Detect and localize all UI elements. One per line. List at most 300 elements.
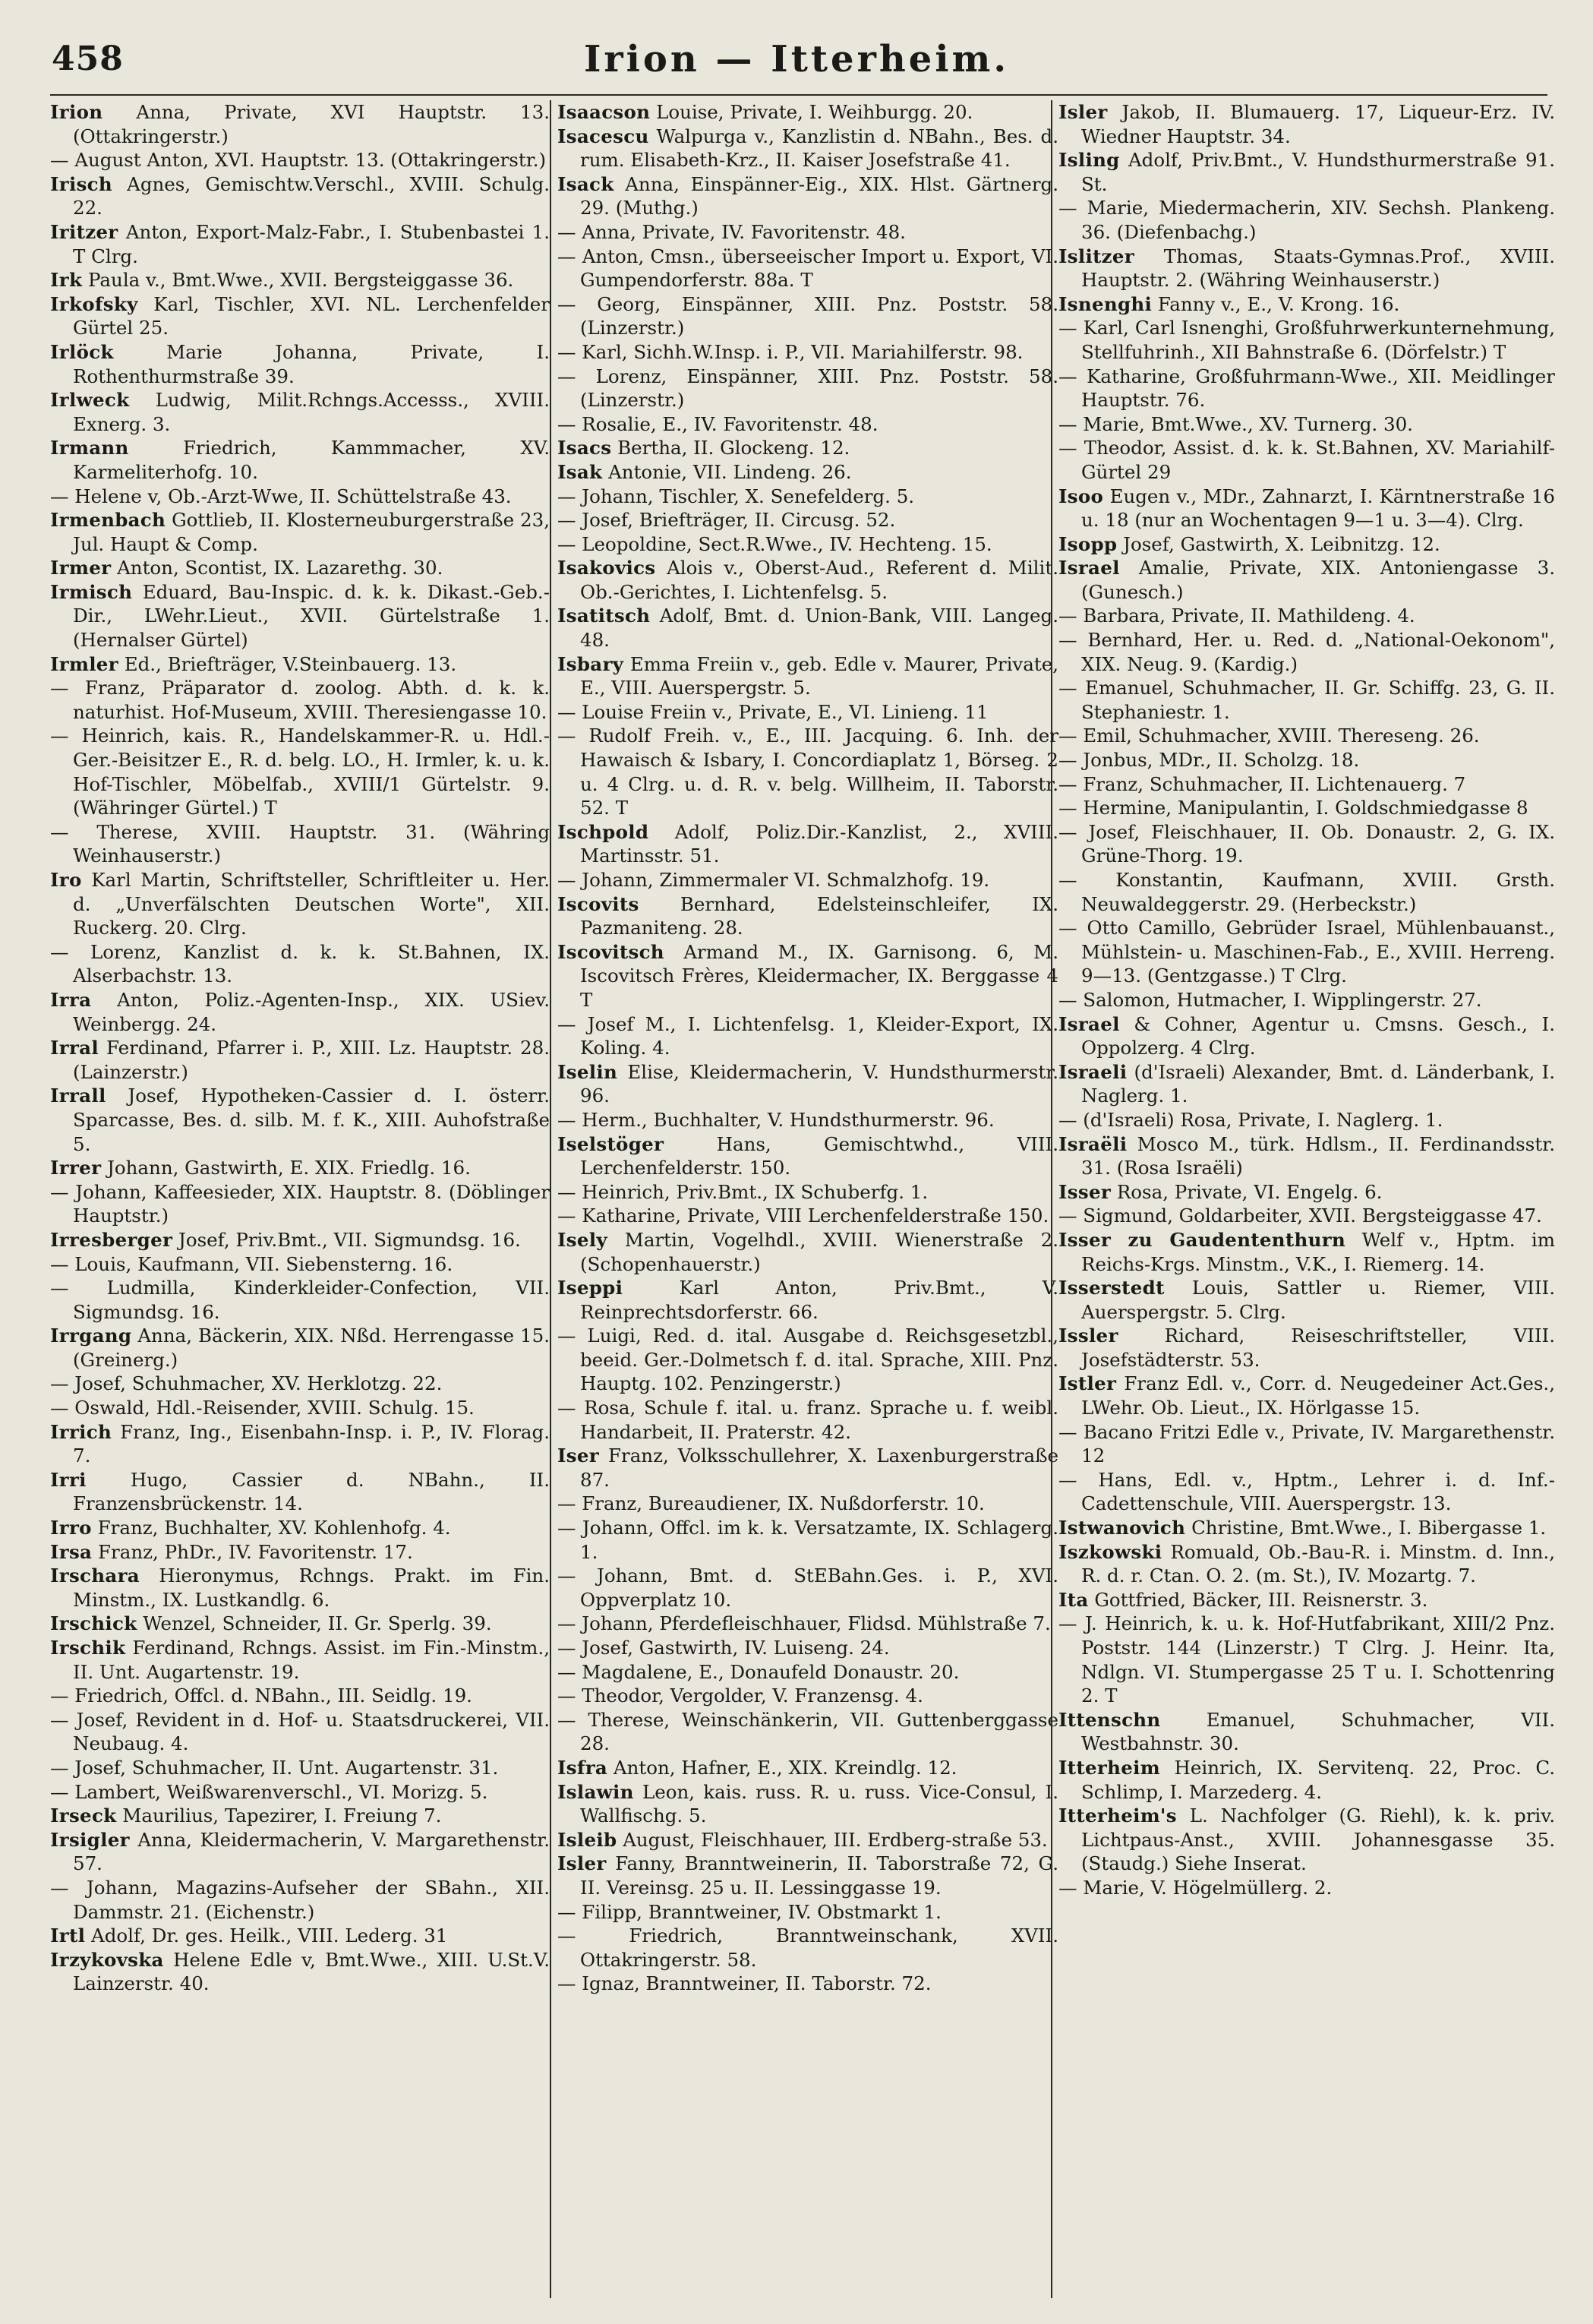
directory-entry — [1058, 1204, 1555, 1228]
entry-details: Amalie, Private, XIX. Antoniengasse 3. (Gunesch.) — [1081, 557, 1555, 603]
entry-details: — Anton, Cmsn., überseeischer Import u. Export, VI. Gumpendorferstr. 88a. T — [557, 245, 1058, 292]
entry-surname: Isnenghi — [1058, 292, 1153, 315]
entry-details: — Katharine, Großfuhrmann-Wwe., XII. Meidlinger Hauptstr. 76. — [1058, 365, 1555, 412]
entry-surname: Irsigler — [50, 1828, 130, 1851]
directory-entry — [1058, 988, 1555, 1012]
directory-entry — [1058, 1108, 1555, 1132]
entry-surname: Irmer — [50, 557, 112, 579]
entry-details: Ed., Briefträger, V.Steinbauerg. 13. — [124, 652, 457, 675]
entry-details: Helene Edle v, Bmt.Wwe., XIII. U.St.V. Lainzerstr. 40. — [73, 1948, 550, 1995]
directory-entry — [557, 1108, 1058, 1132]
directory-entry — [50, 1396, 550, 1420]
directory-entry — [557, 1276, 1058, 1324]
entry-details: — Louise Freiin v., Private, E., VI. Linieng. 11 — [557, 700, 989, 723]
entry-details: — Johann, Offcl. im k. k. Versatzamte, IX. Schlagerg. 1. — [557, 1517, 1058, 1563]
directory-entry — [557, 1492, 1058, 1516]
directory-entry — [557, 1708, 1058, 1756]
entry-details: — Johann, Bmt. d. StEBahn.Ges. i. P., XVI. Oppverplatz 10. — [557, 1565, 1058, 1611]
directory-entry — [1058, 1012, 1555, 1060]
entry-details: — Karl, Carl Isnenghi, Großfuhrwerkunternehmung, Stellfuhrinh., XII Bahnstraße 6. (Dörfelstr.) T — [1058, 317, 1555, 363]
directory-entry — [557, 412, 1058, 437]
entry-details: Franz, Ing., Eisenbahn-Insp. i. P., IV. Florag. 7. — [73, 1420, 550, 1467]
directory-entry — [50, 292, 550, 340]
directory-entry — [50, 1420, 550, 1468]
directory-entry — [557, 1060, 1058, 1108]
entry-details: Leon, kais. russ. R. u. russ. Vice-Consul, I. Wallfischg. 5. — [580, 1780, 1058, 1827]
directory-entry — [557, 700, 1058, 725]
entry-surname: Israeli — [1058, 1060, 1128, 1083]
entry-surname: Irschara — [50, 1565, 140, 1587]
entry-details: Emanuel, Schuhmacher, VII. Westbahnstr. 30. — [1081, 1708, 1555, 1755]
entry-surname: Irmisch — [50, 580, 133, 603]
entry-details: Karl Anton, Priv.Bmt., V. Reinprechtsdorferstr. 66. — [580, 1277, 1058, 1323]
entry-surname: Irrich — [50, 1420, 112, 1443]
directory-entry — [1058, 1540, 1555, 1588]
entry-surname: Iro — [50, 869, 82, 891]
entry-details: Richard, Reiseschriftsteller, VIII. Josefstädterstr. 53. — [1081, 1325, 1555, 1371]
entry-details: — Josef, Fleischhauer, II. Ob. Donaustr. 2, G. IX. Grüne-Thorg. 19. — [1058, 820, 1555, 867]
directory-entry — [1058, 532, 1555, 557]
entry-details: — Theodor, Vergolder, V. Franzensg. 4. — [557, 1685, 923, 1707]
entry-details: Christine, Bmt.Wwe., I. Bibergasse 1. — [1191, 1517, 1547, 1539]
entry-surname: Irzykovska — [50, 1948, 164, 1971]
directory-entry — [557, 485, 1058, 509]
entry-details: — Josef, Briefträger, II. Circusg. 52. — [557, 509, 896, 532]
entry-details: Ludwig, Milit.Rchngs.Accesss., XVIII. Exnerg. 3. — [73, 389, 550, 435]
entry-details: Hugo, Cassier d. NBahn., II. Franzensbrückenstr. 14. — [73, 1468, 550, 1515]
entry-details: — Theodor, Assist. d. k. k. St.Bahnen, XV. Mariahilf-Gürtel 29 — [1058, 437, 1555, 483]
entry-details: Rosa, Private, VI. Engelg. 6. — [1116, 1180, 1383, 1203]
entry-details: Anna, Kleidermacherin, V. Margarethenstr. 57. — [73, 1828, 550, 1875]
directory-entry — [557, 340, 1058, 365]
entry-details: — Marie, V. Högelmüllerg. 2. — [1058, 1876, 1333, 1899]
entry-surname: Isack — [557, 172, 614, 195]
entry-details: — (d'Israeli) Rosa, Private, I. Naglerg. 1. — [1058, 1108, 1443, 1131]
entry-surname: Iselstöger — [557, 1132, 664, 1155]
entry-surname: Iseppi — [557, 1277, 623, 1299]
entry-details: — Hans, Edl. v., Hptm., Lehrer i. d. Inf.-Cadettenschule, VIII. Auerspergstr. 13. — [1058, 1468, 1555, 1515]
directory-entry — [1058, 1804, 1555, 1876]
directory-entry — [1058, 796, 1555, 820]
entry-details: Mosco M., türk. Hdlsm., II. Ferdinandsstr. 31. (Rosa Israëli) — [1081, 1132, 1555, 1179]
directory-entry — [1058, 604, 1555, 628]
directory-entry — [1058, 1276, 1555, 1324]
directory-entry — [557, 1756, 1058, 1780]
entry-details: — Lambert, Weißwarenverschl., VI. Morizg. 5. — [50, 1780, 488, 1803]
directory-entry — [557, 892, 1058, 940]
entry-details: — Louis, Kaufmann, VII. Siebensterng. 16. — [50, 1252, 453, 1275]
directory-entry — [557, 172, 1058, 220]
directory-entry — [1058, 724, 1555, 748]
entry-surname: Irlweck — [50, 389, 130, 412]
directory-entry — [50, 820, 550, 868]
entry-surname: Isser — [1058, 1180, 1112, 1203]
entry-details: — Josef, Gastwirth, IV. Luiseng. 24. — [557, 1637, 890, 1659]
entry-surname: Irral — [50, 1037, 99, 1059]
directory-entry — [50, 1564, 550, 1612]
directory-entry — [557, 604, 1058, 652]
entry-surname: Isler — [557, 1852, 607, 1875]
directory-entry — [50, 1372, 550, 1396]
entry-details: — Anna, Private, IV. Favoritenstr. 48. — [557, 220, 906, 243]
directory-entry — [50, 1516, 550, 1540]
directory-entry — [557, 292, 1058, 340]
directory-entry — [1058, 1468, 1555, 1516]
directory-entry — [50, 1036, 550, 1084]
entry-surname: Isak — [557, 460, 603, 483]
entry-details: — Therese, XVIII. Hauptstr. 31. (Währing Weinhauserstr.) — [50, 820, 550, 867]
directory-entry — [50, 1708, 550, 1756]
entry-details: — Therese, Weinschänkerin, VII. Guttenberggasse 28. — [557, 1708, 1058, 1755]
entry-details: — Franz, Bureaudiener, IX. Nußdorferstr. 10. — [557, 1492, 985, 1515]
entry-details: — Barbara, Private, II. Mathildeng. 4. — [1058, 605, 1415, 627]
entry-details: Heinrich, IX. Servitenq. 22, Proc. C. Schlimp, I. Marzederg. 4. — [1081, 1756, 1555, 1803]
directory-entry — [50, 340, 550, 388]
directory-entry — [50, 988, 550, 1036]
directory-entry — [50, 1612, 550, 1636]
entry-details: Fanny v., E., V. Krong. 16. — [1157, 292, 1400, 315]
entry-surname: Irkofsky — [50, 292, 138, 315]
directory-entry — [557, 1228, 1058, 1276]
directory-entry — [50, 172, 550, 220]
entry-details: Louis, Sattler u. Riemer, VIII. Auerspergstr. 5. Clrg. — [1081, 1277, 1555, 1323]
directory-entry — [557, 1972, 1058, 1996]
entry-surname: Iser — [557, 1445, 599, 1467]
entry-details: — August Anton, XVI. Hauptstr. 13. (Ottakringerstr.) — [50, 149, 547, 172]
directory-entry — [1058, 245, 1555, 292]
entry-details: — Josef, Schuhmacher, II. Unt. Augartenstr. 31. — [50, 1756, 499, 1779]
entry-surname: Ittenschn — [1058, 1708, 1161, 1731]
entry-surname: Irra — [50, 988, 92, 1011]
entry-details: — Friedrich, Branntweinschank, XVII. Ottakringerstr. 58. — [557, 1925, 1058, 1971]
column-3 — [1051, 100, 1555, 2298]
directory-entry — [557, 1900, 1058, 1925]
entry-details: Marie Johanna, Private, I. Rothenthurmstraße 39. — [73, 340, 550, 387]
directory-entry — [557, 1636, 1058, 1660]
entry-details: Franz, Volksschullehrer, X. Laxenburgerstraße 87. — [580, 1445, 1058, 1491]
entry-surname: Isopp — [1058, 532, 1118, 555]
entry-details: Fanny, Branntweinerin, II. Taborstraße 72, G. II. Vereinsg. 25 u. II. Lessinggasse 19. — [580, 1852, 1058, 1899]
directory-entry — [557, 1564, 1058, 1612]
directory-entry — [50, 388, 550, 436]
entry-details: Walpurga v., Kanzlistin d. NBahn., Bes. d. rum. Elisabeth-Krz., II. Kaiser Josefstraße 41. — [580, 125, 1058, 172]
entry-details: — Lorenz, Kanzlist d. k. k. St.Bahnen, IX. Alserbachstr. 13. — [50, 940, 550, 987]
directory-entry — [50, 1780, 550, 1805]
directory-entry — [557, 868, 1058, 892]
directory-entry — [50, 724, 550, 819]
directory-entry — [50, 220, 550, 268]
entry-details: — Herm., Buchhalter, V. Hundsthurmerstr. 96. — [557, 1108, 995, 1131]
entry-details: — Helene v, Ob.-Arzt-Wwe, II. Schüttelstraße 43. — [50, 485, 512, 507]
entry-details: — Salomon, Hutmacher, I. Wipplingerstr. 27. — [1058, 988, 1482, 1011]
entry-details: — Emil, Schuhmacher, XVIII. Thereseng. 26. — [1058, 725, 1480, 747]
directory-entry — [1058, 485, 1555, 532]
entry-details: — Heinrich, Priv.Bmt., IX Schuberfg. 1. — [557, 1180, 929, 1203]
directory-entry — [557, 532, 1058, 557]
directory-entry — [50, 148, 550, 172]
directory-entry — [557, 125, 1058, 172]
directory-entry — [557, 1132, 1058, 1180]
directory-entry — [1058, 1588, 1555, 1612]
entry-surname: Irrer — [50, 1157, 102, 1179]
entry-surname: Issler — [1058, 1325, 1118, 1347]
directory-entry — [50, 1156, 550, 1180]
directory-entry — [1058, 916, 1555, 988]
directory-entry — [1058, 772, 1555, 797]
directory-entry — [50, 1804, 550, 1828]
entry-details: Anna, Private, XVI Hauptstr. 13. (Ottakringerstr.) — [73, 101, 550, 147]
entry-details: Karl Martin, Schriftsteller, Schriftleiter u. Her. d. „Unverfälschten Deutschen Worte", XII. Ruckerg. 20. Clrg. — [73, 869, 550, 939]
directory-entry — [50, 1180, 550, 1228]
directory-entry — [1058, 365, 1555, 412]
entry-details: Adolf, Poliz.Dir.-Kanzlist, 2., XVIII. Martinsstr. 51. — [580, 820, 1058, 867]
entry-details: Adolf, Dr. ges. Heilk., VIII. Lederg. 31 — [91, 1925, 448, 1947]
directory-entry — [1058, 820, 1555, 868]
entry-details: — Karl, Sichh.W.Insp. i. P., VII. Mariahilferstr. 98. — [557, 340, 1024, 363]
entry-details: Emma Freiin v., geb. Edle v. Maurer, Private, E., VIII. Auerspergstr. 5. — [580, 652, 1058, 699]
directory-entry — [557, 508, 1058, 532]
entry-details: Bertha, II. Glockeng. 12. — [617, 437, 850, 459]
entry-details: Anton, Poliz.-Agenten-Insp., XIX. USiev. Weinbergg. 24. — [73, 988, 550, 1035]
entry-details: — Georg, Einspänner, XIII. Pnz. Poststr. 58. (Linzerstr.) — [557, 292, 1058, 339]
entry-details: Anton, Export-Malz-Fabr., I. Stubenbastei 1. T Clrg. — [73, 220, 550, 267]
entry-details: Paula v., Bmt.Wwe., XVII. Bergsteiggasse 36. — [88, 269, 514, 292]
entry-details: — Sigmund, Goldarbeiter, XVII. Bergsteiggasse 47. — [1058, 1205, 1542, 1227]
directory-entry — [557, 556, 1058, 604]
entry-details: Martin, Vogelhdl., XVIII. Wienerstraße 2. (Schopenhauerstr.) — [580, 1228, 1058, 1275]
directory-entry — [557, 1396, 1058, 1444]
directory-entry — [1058, 556, 1555, 604]
directory-entry — [50, 436, 550, 484]
entry-details: August, Fleischhauer, III. Erdberg-straße 53. — [623, 1828, 1048, 1851]
entry-surname: Iritzer — [50, 220, 118, 243]
entry-surname: Israëli — [1058, 1132, 1128, 1155]
entry-details: — Rudolf Freih. v., E., III. Jacquing. 6. Inh. der Hawaisch & Isbary, I. Concordiaplatz 1, Börseg. 2 u. 4 Clrg. u. d. R. v. belg. Willheim, II. Taborstr. 52. T — [557, 725, 1058, 819]
entry-details: — Heinrich, kais. R., Handelskammer-R. u. Hdl.-Ger.-Beisitzer E., R. d. belg. LO., H. Irmler, k. u. k. Hof-Tischler, Möbelfab., XVIII/1 Gürtelstr. 9. (Währinger Gürtel.) T — [50, 725, 550, 819]
entry-surname: Isleib — [557, 1828, 617, 1851]
entry-surname: Isler — [1058, 101, 1108, 123]
entry-details: (d'Israeli) Alexander, Bmt. d. Länderbank, I. Naglerg. 1. — [1081, 1060, 1555, 1107]
directory-entry — [557, 652, 1058, 700]
entry-details: — Leopoldine, Sect.R.Wwe., IV. Hechteng. 15. — [557, 532, 992, 555]
directory-entry — [50, 1252, 550, 1277]
directory-entry — [1058, 1060, 1555, 1108]
directory-entry — [557, 365, 1058, 412]
entry-surname: Itterheim — [1058, 1756, 1160, 1779]
entry-details: — Magdalene, E., Donaufeld Donaustr. 20. — [557, 1660, 960, 1683]
entry-details: — Johann, Kaffeesieder, XIX. Hauptstr. 8. (Döblinger Hauptstr.) — [50, 1180, 550, 1227]
directory-entry — [50, 1276, 550, 1324]
directory-entry — [50, 1468, 550, 1516]
entry-surname: Isacescu — [557, 125, 649, 147]
entry-surname: Isacs — [557, 437, 612, 459]
column-2 — [550, 100, 1058, 2298]
entry-surname: Irschick — [50, 1612, 137, 1635]
entry-surname: Irion — [50, 101, 103, 123]
entry-details: Jakob, II. Blumauerg. 17, Liqueur-Erz. IV. Wiedner Hauptstr. 34. — [1081, 101, 1555, 147]
directory-entry — [1058, 316, 1555, 364]
entry-surname: Isserstedt — [1058, 1277, 1165, 1299]
directory-entry — [1058, 748, 1555, 772]
entry-surname: Itterheim's — [1058, 1805, 1177, 1827]
entry-details: Josef, Hypotheken-Cassier d. I. österr. Sparcasse, Bes. d. silb. M. f. K., XIII. Auhofstraße 5. — [73, 1085, 550, 1155]
entry-details: Alois v., Oberst-Aud., Referent d. Milit. Ob.-Gerichtes, I. Lichtenfelsg. 5. — [580, 557, 1058, 603]
entry-surname: Islawin — [557, 1780, 634, 1803]
directory-entry — [557, 1612, 1058, 1636]
directory-entry — [1058, 1228, 1555, 1276]
directory-entry — [557, 1852, 1058, 1899]
page-number: 458 — [52, 39, 124, 78]
entry-details: Agnes, Gemischtw.Verschl., XVIII. Schulg. 22. — [73, 172, 550, 219]
entry-details: Ferdinand, Pfarrer i. P., XIII. Lz. Hauptstr. 28. (Lainzerstr.) — [73, 1037, 550, 1083]
directory-entry — [1058, 148, 1555, 196]
entry-surname: Isser zu Gaudententhurn — [1058, 1228, 1346, 1251]
entry-details: Antonie, VII. Lindeng. 26. — [608, 460, 852, 483]
directory-entry — [50, 485, 550, 509]
directory-entry — [557, 100, 1058, 125]
directory-entry — [50, 652, 550, 677]
directory-entry — [1058, 436, 1555, 484]
directory-entry — [50, 1684, 550, 1708]
directory-entry — [1058, 1324, 1555, 1372]
column-1 — [50, 100, 550, 2298]
entry-details: Johann, Gastwirth, E. XIX. Friedlg. 16. — [107, 1157, 471, 1179]
directory-entry — [50, 940, 550, 988]
entry-details: Hieronymus, Rchngs. Prakt. im Fin. Minstm., IX. Lustkandlg. 6. — [73, 1565, 550, 1611]
directory-entry — [557, 1684, 1058, 1708]
directory-entry — [1058, 1708, 1555, 1756]
entry-details: — Hermine, Manipulantin, I. Goldschmiedgasse 8 — [1058, 797, 1528, 819]
directory-entry — [1058, 1756, 1555, 1804]
entry-surname: Irisch — [50, 172, 112, 195]
entry-details: L. Nachfolger (G. Riehl), k. k. priv. Lichtpaus-Anst., XVIII. Johannesgasse 35. (Staudg.) Siehe Inserat. — [1081, 1805, 1555, 1875]
directory-entry — [557, 436, 1058, 460]
directory-entry — [557, 220, 1058, 245]
directory-entry — [1058, 196, 1555, 244]
directory-entry — [50, 508, 550, 556]
entry-details: — Franz, Schuhmacher, II. Lichtenauerg. 7 — [1058, 772, 1466, 795]
entry-surname: Irseck — [50, 1805, 117, 1827]
directory-entry — [50, 1756, 550, 1780]
entry-details: Karl, Tischler, XVI. NL. Lerchenfelder Gürtel 25. — [73, 292, 550, 339]
entry-surname: Irro — [50, 1517, 92, 1539]
entry-details: — Josef, Revident in d. Hof- u. Staatsdruckerei, VII. Neubaug. 4. — [50, 1708, 550, 1755]
entry-details: — Lorenz, Einspänner, XIII. Pnz. Poststr. 58. (Linzerstr.) — [557, 365, 1058, 412]
entry-details: — Filipp, Branntweiner, IV. Obstmarkt 1. — [557, 1900, 942, 1923]
entry-surname: Irrgang — [50, 1325, 132, 1347]
directory-entry — [1058, 628, 1555, 676]
entry-details: — Jonbus, MDr., II. Scholzg. 18. — [1058, 749, 1360, 772]
directory-entry — [557, 940, 1058, 1012]
entry-details: — Konstantin, Kaufmann, XVIII. Grsth. Neuwaldeggerstr. 29. (Herbeckstr.) — [1058, 869, 1555, 915]
entry-details: Josef, Gastwirth, X. Leibnitzg. 12. — [1123, 532, 1440, 555]
entry-details: Franz, PhDr., IV. Favoritenstr. 17. — [98, 1540, 413, 1563]
entry-surname: Islitzer — [1058, 245, 1134, 267]
entry-details: Adolf, Bmt. d. Union-Bank, VIII. Langeg. 48. — [580, 605, 1058, 652]
entry-surname: Isaacson — [557, 101, 651, 123]
directory-entry — [557, 820, 1058, 868]
entry-surname: Ischpold — [557, 820, 649, 843]
entry-details: — Ignaz, Branntweiner, II. Taborstr. 72. — [557, 1972, 932, 1995]
entry-details: Eduard, Bau-Inspic. d. k. k. Dikast.-Geb.-Dir., LWehr.Lieut., XVII. Gürtelstraße 1. (Hernalser Gürtel) — [73, 580, 550, 652]
entry-surname: Isling — [1058, 149, 1120, 172]
directory-entry — [557, 1444, 1058, 1492]
directory-entry — [1058, 676, 1555, 724]
directory-entry — [1058, 1132, 1555, 1180]
directory-entry — [1058, 1372, 1555, 1419]
entry-details: — Otto Camillo, Gebrüder Israel, Mühlenbauanst., Mühlstein- u. Maschinen-Fab., E., XVIII. Herreng. 9—13. (Gentzgasse.) T Clrg. — [1058, 917, 1555, 987]
entry-details: — Rosa, Schule f. ital. u. franz. Sprache u. f. weibl. Handarbeit, II. Praterstr. 42. — [557, 1397, 1058, 1443]
entry-details: Bernhard, Edelsteinschleifer, IX. Pazmaniteng. 28. — [580, 892, 1058, 939]
directory-entry — [50, 100, 550, 148]
entry-details: — Luigi, Red. d. ital. Ausgabe d. Reichsgesetzbl., beeid. Ger.-Dolmetsch f. d. ital. Sprache, XIII. Pnz. Hauptg. 102. Penzingerstr.) — [557, 1325, 1058, 1395]
entry-details: — Emanuel, Schuhmacher, II. Gr. Schiffg. 23, G. II. Stephaniestr. 1. — [1058, 677, 1555, 723]
entry-details: Anton, Hafner, E., XIX. Kreindlg. 12. — [613, 1756, 957, 1779]
entry-details: — Josef, Schuhmacher, XV. Herklotzg. 22. — [50, 1372, 443, 1395]
entry-details: — Rosalie, E., IV. Favoritenstr. 48. — [557, 412, 879, 435]
entry-surname: Isatitsch — [557, 605, 651, 627]
directory-entry — [50, 1948, 550, 1996]
entry-surname: Irmenbach — [50, 509, 166, 532]
entry-details: — J. Heinrich, k. u. k. Hof-Hutfabrikant, XIII/2 Pnz. Poststr. 144 (Linzerstr.) T Clrg. J. Heinr. Ita, Ndlgn. VI. Stumpergasse 25 T u. I. Schottenring 2. T — [1058, 1612, 1555, 1707]
entry-details: Anna, Einspänner-Eig., XIX. Hlst. Gärtnerg. 29. (Muthg.) — [580, 172, 1058, 219]
running-head: Irion — Itterheim. — [583, 38, 1010, 81]
entry-details: — Ludmilla, Kinderkleider-Confection, VII. Sigmundsg. 16. — [50, 1277, 550, 1323]
entry-surname: Isely — [557, 1228, 607, 1251]
entry-surname: Iselin — [557, 1060, 618, 1083]
directory-entry — [50, 1876, 550, 1924]
header-rule — [50, 94, 1547, 96]
directory-entry — [557, 245, 1058, 292]
entry-details: Ferdinand, Rchngs. Assist. im Fin.-Minstm., II. Unt. Augartenstr. 19. — [73, 1637, 550, 1683]
directory-entry — [557, 1012, 1058, 1060]
entry-details: — Katharine, Private, VIII Lerchenfelderstraße 150. — [557, 1205, 1049, 1227]
directory-entry — [1058, 100, 1555, 148]
entry-surname: Isakovics — [557, 557, 656, 579]
entry-details: Anna, Bäckerin, XIX. Nßd. Herrengasse 15. (Greinerg.) — [73, 1325, 550, 1371]
entry-details: Eugen v., MDr., Zahnarzt, I. Kärntnerstraße 16 u. 18 (nur an Wochentagen 9—1 u. 3—4). Clrg. — [1081, 485, 1555, 532]
entry-surname: Irmler — [50, 652, 118, 675]
directory-entry — [50, 1084, 550, 1156]
directory-entry — [50, 556, 550, 580]
entry-details: Anton, Scontist, IX. Lazarethg. 30. — [117, 557, 443, 579]
entry-details: — Bacano Fritzi Edle v., Private, IV. Margarethenstr. 12 — [1058, 1420, 1555, 1467]
entry-details: Wenzel, Schneider, II. Gr. Sperlg. 39. — [143, 1612, 492, 1635]
entry-surname: Israel — [1058, 1012, 1120, 1035]
directory-entry — [1058, 1180, 1555, 1205]
entry-surname: Irmann — [50, 437, 129, 459]
directory-entry — [50, 1324, 550, 1372]
directory-entry — [50, 1228, 550, 1252]
entry-details: — Johann, Tischler, X. Senefelderg. 5. — [557, 485, 915, 507]
directory-entry — [50, 1924, 550, 1948]
entry-surname: Irresberger — [50, 1228, 173, 1251]
entry-details: Gottfried, Bäcker, III. Reisnerstr. 3. — [1094, 1588, 1428, 1611]
entry-surname: Irk — [50, 269, 83, 292]
entry-details: — Franz, Präparator d. zoolog. Abth. d. k. k. naturhist. Hof-Museum, XVIII. Theresiengasse 10. — [50, 677, 550, 723]
entry-surname: Iszkowski — [1058, 1540, 1162, 1563]
entry-details: — Marie, Miedermacherin, XIV. Sechsh. Plankeng. 36. (Diefenbachg.) — [1058, 197, 1555, 243]
directory-entry — [50, 1540, 550, 1565]
entry-details: — Marie, Bmt.Wwe., XV. Turnerg. 30. — [1058, 412, 1413, 435]
entry-details: — Johann, Zimmermaler VI. Schmalzhofg. 19. — [557, 869, 990, 891]
entry-details: — Johann, Pferdefleischhauer, Flidsd. Mühlstraße 7. — [557, 1612, 1051, 1635]
entry-surname: Istler — [1058, 1372, 1117, 1395]
directory-entry — [557, 1660, 1058, 1685]
directory-entry — [557, 724, 1058, 819]
directory-entry — [557, 460, 1058, 485]
entry-details: Thomas, Staats-Gymnas.Prof., XVIII. Hauptstr. 2. (Währing Weinhauserstr.) — [1081, 245, 1555, 292]
